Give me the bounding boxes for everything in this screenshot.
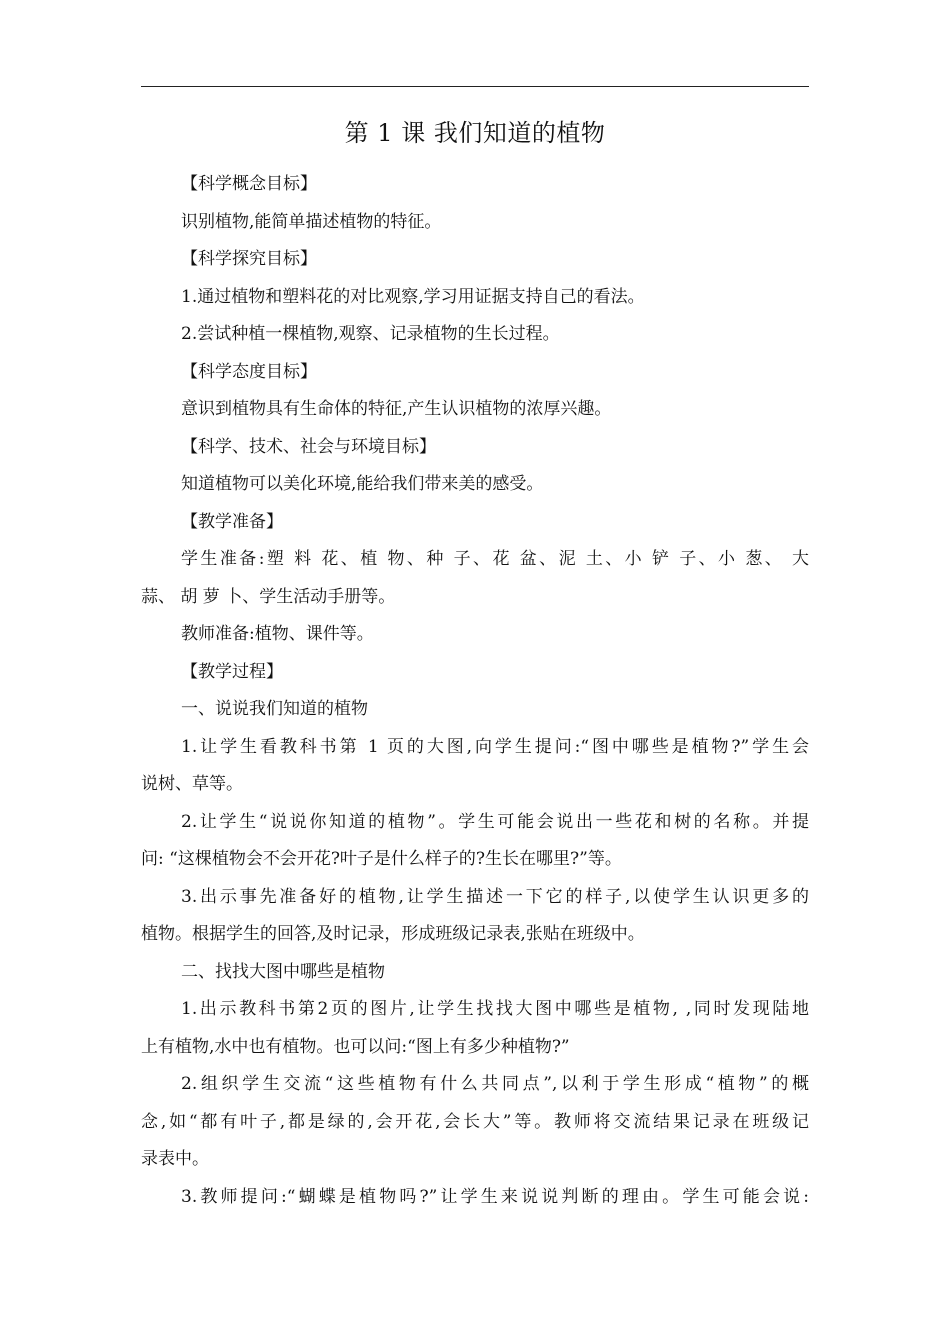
text-line: 念,如“都有叶子,都是绿的,会开花,会长大”等。教师将交流结果记录在班级记 [141,1111,809,1132]
text-line: 【科学态度目标】 [181,361,317,382]
text-line: 2.尝试种植一棵植物,观察、记录植物的生长过程。 [181,324,560,344]
text-line: 1.出示教科书第2页的图片,让学生找找大图中哪些是植物, ,同时发现陆地 [181,999,809,1019]
text-line: 教师准备:植物、课件等。 [181,624,374,644]
text-line: 录表中。 [141,1149,209,1169]
text-line: 知道植物可以美化环境,能给我们带来美的感受。 [181,474,544,494]
header-rule [141,86,809,87]
text-line: 二、找找大图中哪些是植物 [181,961,385,982]
text-line: 问: “这棵植物会不会开花?叶子是什么样子的?生长在哪里?”等。 [141,849,622,869]
document-body [141,166,809,1216]
text-line: 【科学、技术、社会与环境目标】 [181,436,436,457]
text-line: 1.通过植物和塑料花的对比观察,学习用证据支持自己的看法。 [181,286,645,307]
text-line: 蒜、 胡 萝 卜、学生活动手册等。 [141,586,396,607]
text-line: 意识到植物具有生命体的特征,产生认识植物的浓厚兴趣。 [181,399,612,419]
text-line: 学生准备:塑 料 花、植 物、种 子、花 盆、泥 土、小 铲 子、小 葱、 大 [181,549,809,569]
text-line: 植物。根据学生的回答,及时记录，形成班级记录表,张贴在班级中。 [141,924,645,944]
text-line: 1.让学生看教科书第 1 页的大图,向学生提问:“图中哪些是植物?”学生会 [181,736,809,757]
text-line: 3.出示事先准备好的植物,让学生描述一下它的样子,以使学生认识更多的 [181,886,809,907]
text-line: 说树、草等。 [141,774,243,794]
text-line: 【教学准备】 [181,511,283,532]
page-title: 第 1 课 我们知道的植物 [344,119,606,147]
text-line: 【科学探究目标】 [181,249,317,269]
text-line: 3.教师提问:“蝴蝶是植物吗?”让学生来说说判断的理由。学生可能会说: [181,1186,809,1207]
text-line: 上有植物,水中也有植物。也可以问:“图上有多少种植物?” [141,1036,570,1057]
text-line: 2.组织学生交流“这些植物有什么共同点”,以利于学生形成“植物”的概 [181,1074,809,1094]
text-line: 一、说说我们知道的植物 [181,699,368,719]
text-line: 2.让学生“说说你知道的植物”。学生可能会说出一些花和树的名称。并提 [181,811,809,832]
text-line: 【教学过程】 [181,661,283,682]
text-line: 【科学概念目标】 [181,174,317,194]
text-line: 识别植物,能简单描述植物的特征。 [181,211,442,232]
